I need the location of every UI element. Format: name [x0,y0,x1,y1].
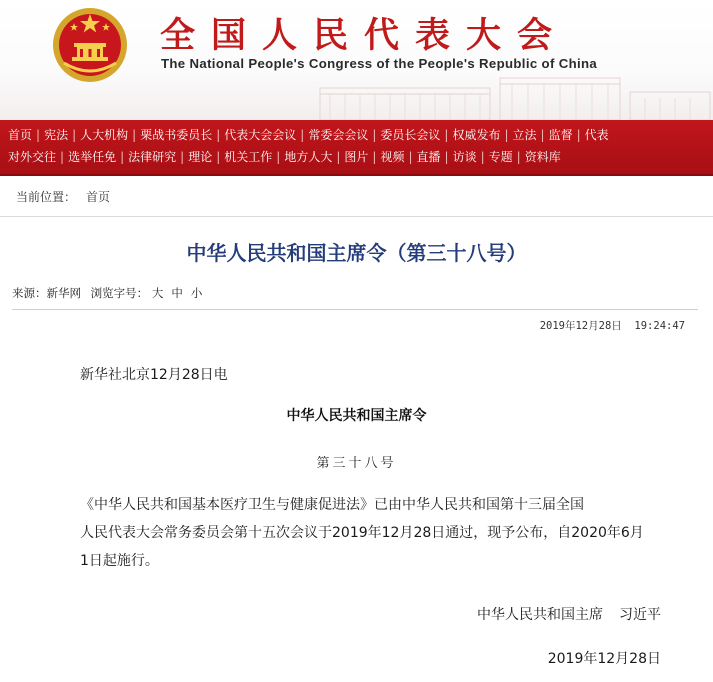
body-line: 1日起施行。 [80,553,159,569]
nav-item-row1-4[interactable]: 代表大会会议 [224,128,297,142]
nav-item-row2-11[interactable]: 资料库 [524,150,561,164]
nav-separator: | [540,128,545,142]
news-dateline: 新华社北京12月28日电 [80,367,228,383]
nav-separator: | [72,128,77,142]
article-headline: 中华人民共和国主席令（第三十八号） [186,241,527,265]
nav-item-row1-2[interactable]: 人大机构 [80,128,129,142]
nav-separator: | [576,128,581,142]
header-banner [0,0,713,120]
nav-separator: | [444,150,449,164]
nav-separator: | [120,150,125,164]
nav-separator: | [216,150,221,164]
nav-item-row1-1[interactable]: 宪法 [44,128,69,142]
nav-separator: | [132,128,137,142]
decree-number: 第三十八号 [316,456,397,471]
nav-item-row2-3[interactable]: 理论 [188,150,213,164]
nav-separator: | [336,150,341,164]
main-nav [0,120,713,176]
nav-separator: | [516,150,521,164]
nav-item-row2-6[interactable]: 图片 [344,150,369,164]
nav-separator: | [300,128,305,142]
nav-item-row2-0[interactable]: 对外交往 [8,150,57,164]
body-line: 人民代表大会常务委员会第十五次会议于2019年12月28日通过，现予公布，自2020年6月 [80,525,644,541]
signature-line [477,604,661,624]
signer-title: 中华人民共和国主席 [477,607,603,623]
nav-item-row1-9[interactable]: 监督 [548,128,573,142]
national-emblem-icon [50,5,130,85]
nav-separator: | [504,128,509,142]
nav-item-row1-10[interactable]: 代表 [584,128,609,142]
font-size-large-button[interactable]: 大 [151,286,164,300]
nav-separator: | [216,128,221,142]
nav-item-row2-9[interactable]: 访谈 [452,150,477,164]
nav-item-row2-4[interactable]: 机关工作 [224,150,273,164]
nav-separator: | [276,150,281,164]
great-hall-illustration [300,70,713,120]
article-meta [12,285,698,310]
nav-separator: | [36,128,41,142]
breadcrumb-label: 当前位置： [16,190,77,204]
site-title: 全国人民代表大会 [160,15,569,56]
nav-separator: | [408,150,413,164]
nav-item-row2-7[interactable]: 视频 [380,150,405,164]
breadcrumb-home-link[interactable]: 首页 [86,190,111,204]
nav-separator: | [480,150,485,164]
nav-item-row1-0[interactable]: 首页 [8,128,33,142]
nav-item-row2-5[interactable]: 地方人大 [284,150,333,164]
nav-item-row1-7[interactable]: 权威发布 [452,128,501,142]
nav-row-secondary [6,147,563,167]
font-size-label: 浏览字号： [90,286,149,300]
nav-separator: | [444,128,449,142]
article-body [80,491,670,575]
nav-item-row2-2[interactable]: 法律研究 [128,150,177,164]
nav-separator: | [372,150,377,164]
nav-separator: | [372,128,377,142]
nav-separator: | [60,150,65,164]
signer-name: 习近平 [619,607,661,623]
nav-item-row1-3[interactable]: 栗战书委员长 [140,128,213,142]
nav-row-primary [6,125,611,145]
breadcrumb [0,176,713,217]
site-subtitle: The National People's Congress of the People's Republic of China [161,56,598,71]
nav-item-row2-10[interactable]: 专题 [488,150,513,164]
nav-item-row2-8[interactable]: 直播 [416,150,441,164]
font-size-medium-button[interactable]: 中 [171,286,183,300]
nav-separator: | [180,150,185,164]
nav-item-row1-6[interactable]: 委员长会议 [380,128,441,142]
nav-item-row1-8[interactable]: 立法 [512,128,537,142]
source-label: 来源： [12,286,47,300]
nav-item-row1-5[interactable]: 常委会会议 [308,128,369,142]
font-size-small-button[interactable]: 小 [190,286,203,300]
source-value: 新华网 [46,286,81,300]
sign-date: 2019年12月28日 [547,651,661,667]
nav-item-row2-1[interactable]: 选举任免 [68,150,117,164]
body-line: 《中华人民共和国基本医疗卫生与健康促进法》已由中华人民共和国第十三届全国 [80,497,584,513]
publish-datetime: 2019年12月28日 19:24:47 [539,320,685,332]
decree-title: 中华人民共和国主席令 [286,408,427,424]
